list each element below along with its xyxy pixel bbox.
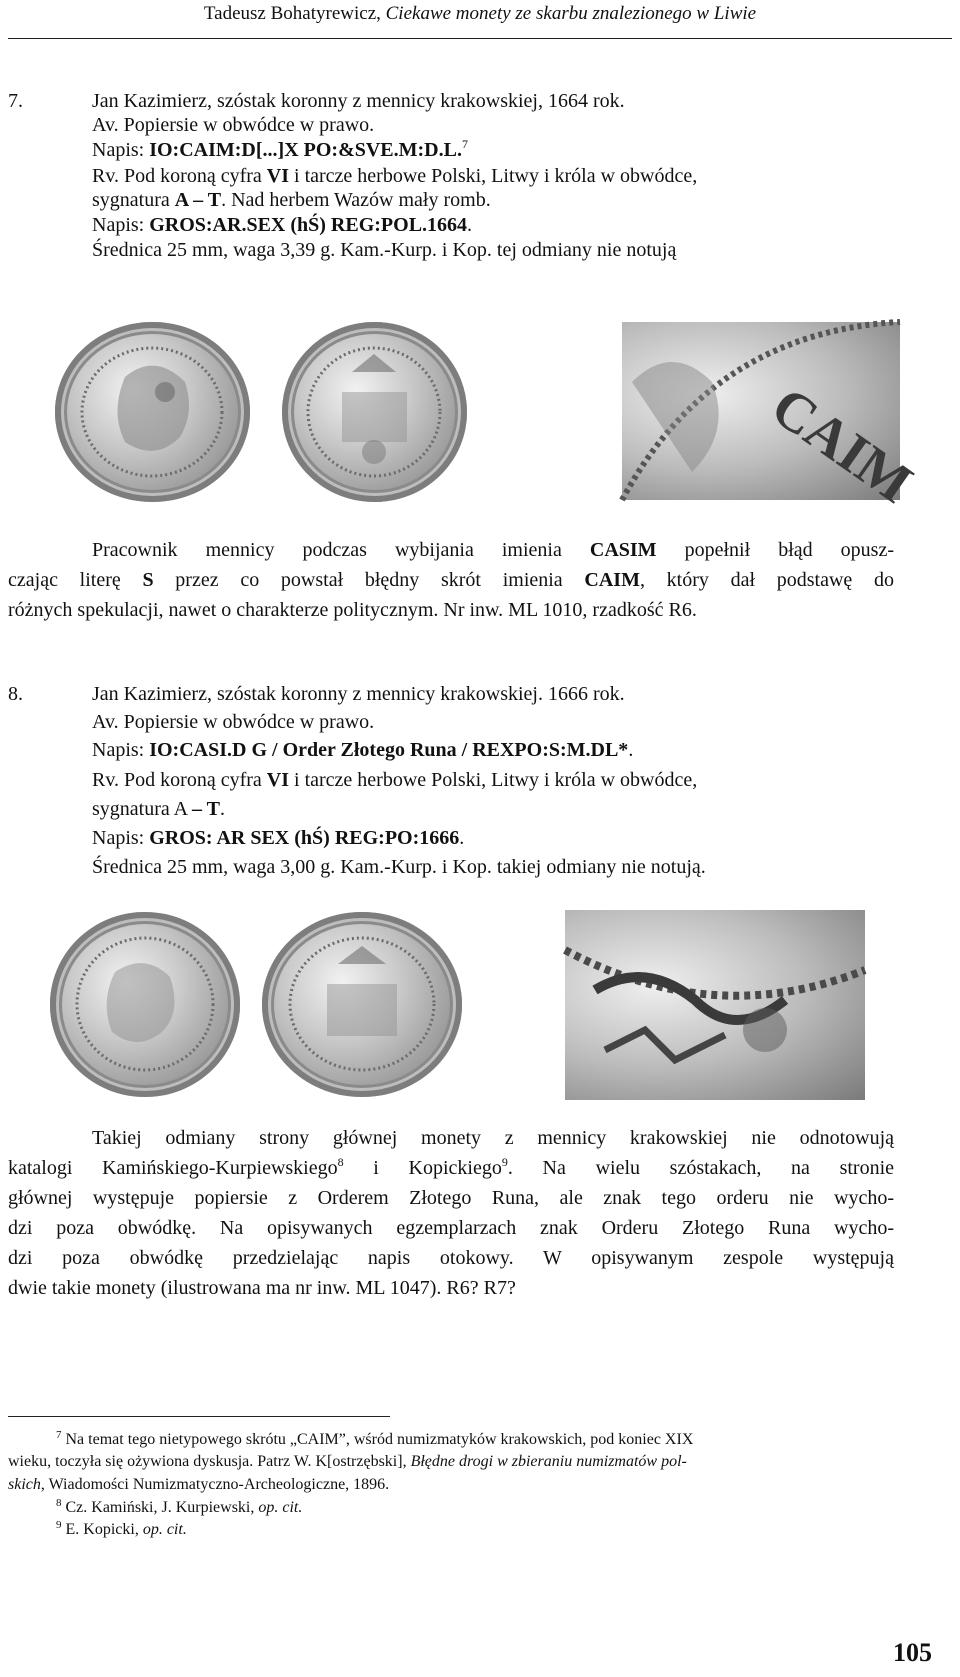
- coin8-obverse-image: [50, 912, 240, 1097]
- coin7-obverse-image: [55, 322, 250, 502]
- coin8-detail-image: [565, 910, 865, 1100]
- running-header: [0, 2, 960, 26]
- entry8-desc-line2: katalogi Kamińskiego-Kurpiewskiego$^8$ i Kopickiego$^9$. Na wielu szóstakach, na stronie: [8, 1155, 894, 1179]
- entry7-reverse-legend: Napis: GROS:AR.SEX (hŚ) REG:POL.1664.: [92, 214, 473, 236]
- entry8-desc-line1: Takiej odmiany strony głównej monety z mennicy krakowskiej nie odnotowują: [92, 1127, 894, 1149]
- coin7-detail-legend: CAIM: [760, 375, 924, 516]
- entry8-measurements: Średnica 25 mm, waga 3,00 g. Kam.-Kurp. i Kop. takiej odmiany nie notują.: [92, 856, 706, 878]
- footnote-7-line3: skich, Wiadomości Numizmatyczno-Archeologiczne, 1896.: [8, 1476, 390, 1493]
- entry8-desc-line5: dzi poza obwódkę przedzielając napis otokowy. W opisywanym zespole występują: [8, 1247, 894, 1269]
- entry8-reverse: Rv. Pod koroną cyfra VI i tarcze herbowe Polski, Litwy i króla w obwódce,: [92, 769, 698, 791]
- entry7-reverse: Rv. Pod koroną cyfra VI i tarcze herbowe Polski, Litwy i króla w obwódce,: [92, 165, 698, 187]
- entry7-desc-line1: Pracownik mennicy podczas wybijania imienia CASIM popełnił błąd opusz-: [92, 539, 894, 561]
- entry8-desc-line6: dwie takie monety (ilustrowana ma nr inw. ML 1047). R6? R7?: [8, 1277, 516, 1299]
- entry7-obverse: Av. Popiersie w obwódce w prawo.: [92, 114, 375, 136]
- coin7-detail-image: [622, 322, 924, 516]
- footnote-ref-7[interactable]: 7: [461, 137, 468, 151]
- entry8-title: Jan Kazimierz, szóstak koronny z mennicy krakowskiej. 1666 rok.: [92, 683, 625, 705]
- entry7-title: Jan Kazimierz, szóstak koronny z mennicy krakowskiej, 1664 rok.: [92, 90, 625, 112]
- footnote-9: $^9$ E. Kopicki, op. cit.: [56, 1519, 187, 1538]
- entry7-description: [8, 535, 894, 625]
- footnote-8: $^8$ Cz. Kamiński, J. Kurpiewski, op. cit.: [56, 1497, 303, 1516]
- header-rule: [8, 38, 952, 39]
- entry8-obverse: Av. Popiersie w obwódce w prawo.: [92, 711, 375, 733]
- header-author: Tadeusz Bohatyrewicz,: [203, 3, 381, 24]
- entry7-number: 7.: [8, 90, 23, 112]
- entry8-obverse-legend: Napis: IO:CASI.D G / Order Złotego Runa / REXPO:S:M.DL*.: [92, 739, 634, 761]
- entry7-desc-line3: różnych spekulacji, nawet o charakterze politycznym. Nr inw. ML 1010, rzadkość R6.: [8, 599, 697, 621]
- entry8-signature: sygnatura A – T.: [92, 798, 225, 820]
- entry7-measurements: Średnica 25 mm, waga 3,39 g. Kam.-Kurp. i Kop. tej odmiany nie notują: [92, 239, 677, 261]
- entry8-desc-line3: głównej występuje popiersie z Orderem Złotego Runa, ale znak tego orderu nie wycho-: [8, 1187, 894, 1209]
- entry7-obverse-legend: Napis: IO:CAIM:D[...]X PO:&SVE.M:D.L.$^7$: [92, 137, 468, 161]
- entry8-desc-line4: dzi poza obwódkę. Na opisywanych egzemplarzach znak Orderu Złotego Runa wycho-: [8, 1217, 894, 1239]
- footnote-rule: [8, 1416, 390, 1417]
- entry8-number: 8.: [8, 683, 23, 705]
- entry7-signature: sygnatura A – T. Nad herbem Wazów mały romb.: [92, 189, 491, 211]
- footnote-ref-9[interactable]: 9: [501, 1155, 508, 1169]
- entry7-desc-line2: czając literę S przez co powstał błędny skrót imienia CAIM, który dał podstawę do: [8, 569, 895, 591]
- entry8-description: [8, 1123, 894, 1303]
- footnote-7-line2: wieku, toczyła się ożywiona dyskusja. Patrz W. K[ostrzębski], Błędne drogi w zbieraniu numizmatów pol-: [8, 1453, 687, 1470]
- header-title: Ciekawe monety ze skarbu znalezionego w Liwie: [385, 3, 757, 24]
- footnote-7-line1: $^7$ Na temat tego nietypowego skrótu „CAIM”, wśród numizmatyków krakowskich, pod koniec XIX: [56, 1429, 694, 1448]
- entry8-reverse-legend: Napis: GROS: AR SEX (hŚ) REG:PO:1666.: [92, 827, 465, 849]
- page-number: 105: [893, 1638, 932, 1667]
- coin8-reverse-image: [262, 912, 462, 1097]
- coin7-reverse-image: [282, 322, 467, 502]
- footnote-ref-8[interactable]: 8: [337, 1155, 344, 1169]
